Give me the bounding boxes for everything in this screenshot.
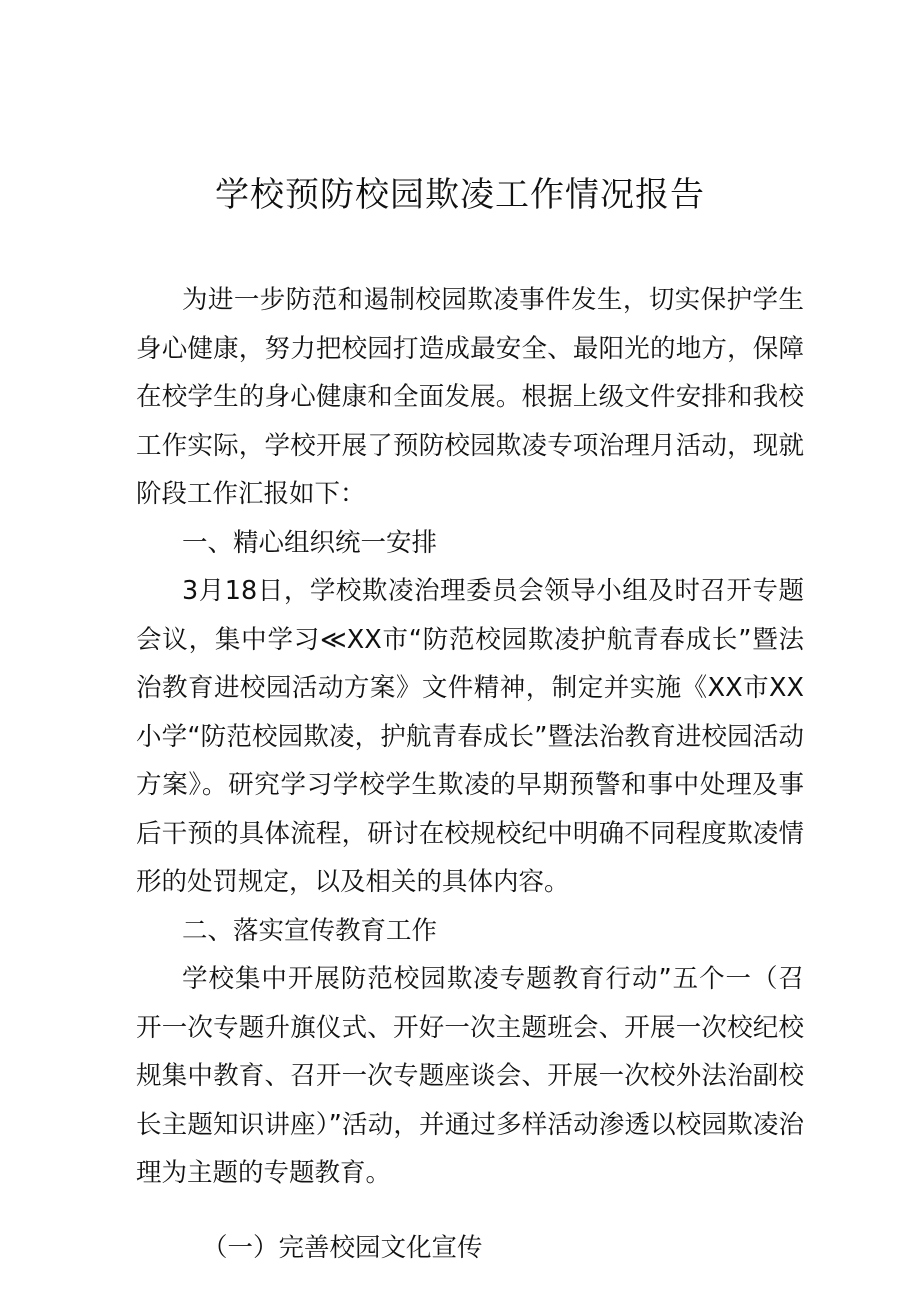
section-2-paragraph: 学校集中开展防范校园欺凌专题教育行动”五个一（召开一次专题升旗仪式、开好一次主题班会、开展一次校纪校规集中教育、召开一次专题座谈会、开展一次校外法治副校长主题知识讲座）”活动，并通过多样活动渗透以校园欺凌治理为主题的专题教育。 — [136, 964, 804, 1188]
section-heading-2: 二、落实宣传教育工作 — [182, 915, 438, 946]
subsection-heading-1: （一）完善校园文化宣传 — [202, 1232, 483, 1263]
section-heading-1: 一、精心组织统一安排 — [182, 527, 438, 558]
document-title: 学校预防校园欺凌工作情况报告 — [215, 175, 705, 215]
document-body — [136, 276, 804, 1272]
section-1-paragraph: 3月18日，学校欺凌治理委员会领导小组及时召开专题会议，集中学习≪XX市“防范校园欺凌护航青春成长”暨法治教育进校园活动方案》文件精神，制定并实施《XX市XX小学“防范校园欺凌，护航青春成长”暨法治教育进校园活动方案》。研究学习学校学生欺凌的早期预警和事中处理及事后干预的具体流程，研讨在校规校纪中明确不同程度欺凌情形的处罚规定，以及相关的具体内容。 — [136, 576, 804, 897]
intro-paragraph: 为进一步防范和遏制校园欺凌事件发生，切实保护学生身心健康，努力把校园打造成最安全、最阳光的地方，保障在校学生的身心健康和全面发展。根据上级文件安排和我校工作实际，学校开展了预防校园欺凌专项治理月活动，现就阶段工作汇报如下： — [136, 285, 804, 509]
